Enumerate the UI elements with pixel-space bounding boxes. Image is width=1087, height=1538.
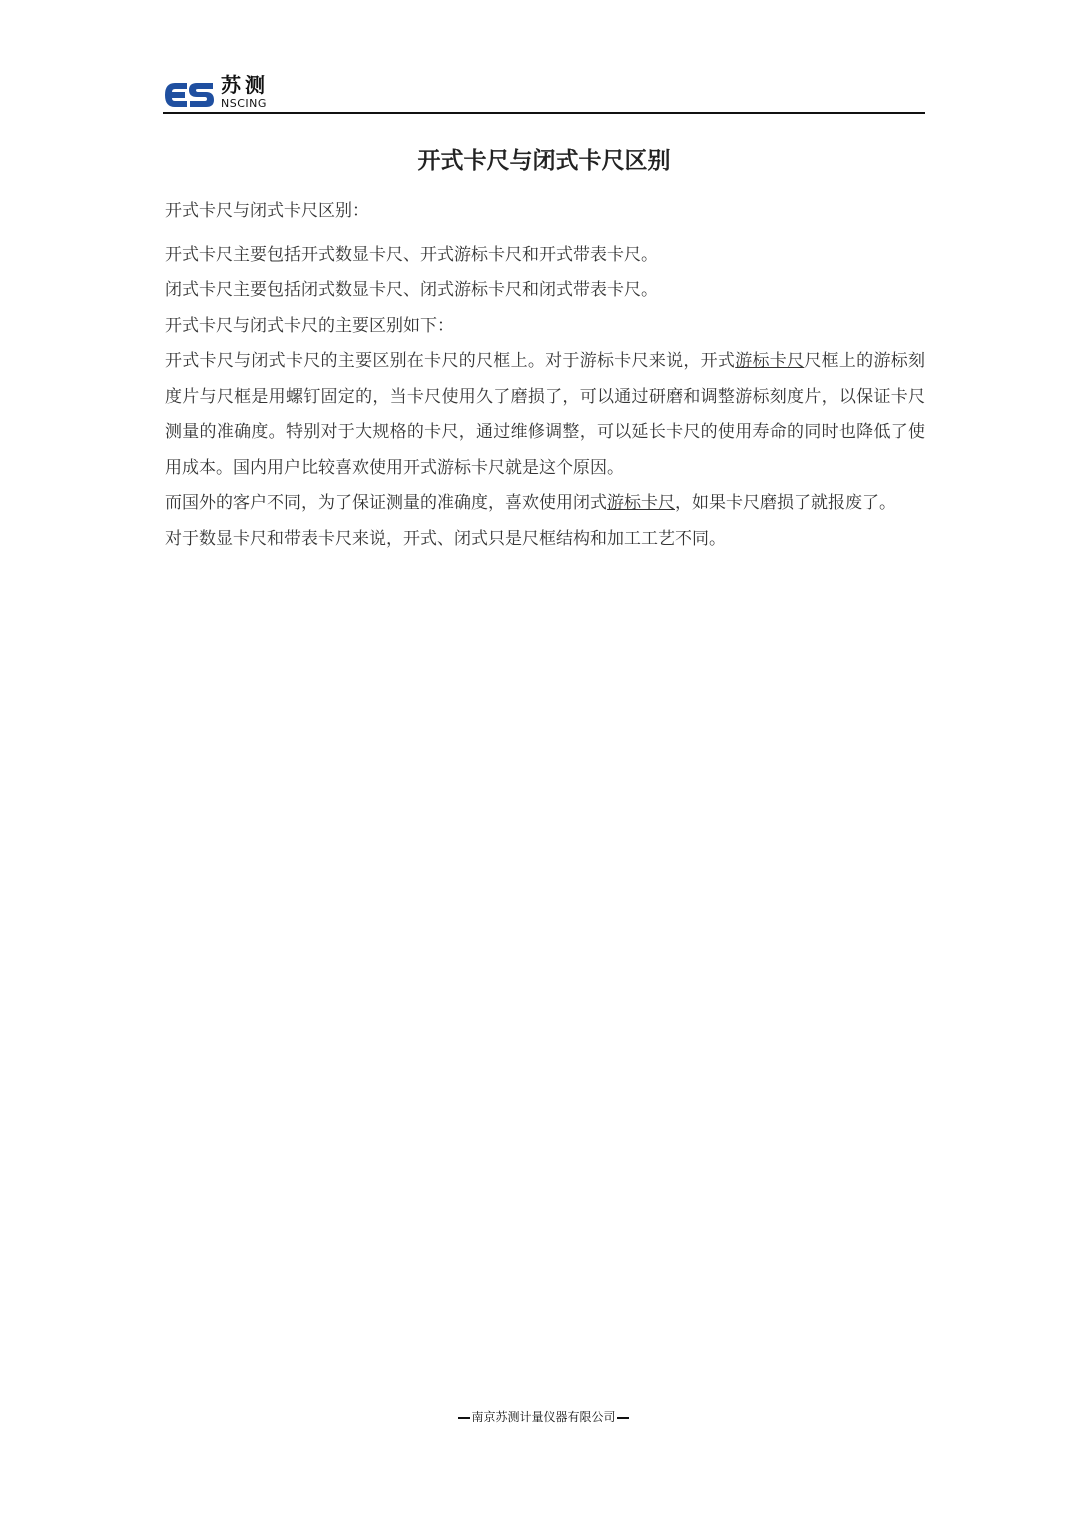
paragraph-closed-types: 闭式卡尺主要包括闭式数显卡尺、闭式游标卡尺和闭式带表卡尺。 <box>165 280 658 300</box>
footer-dash <box>458 1417 470 1419</box>
paragraph-digital-dial: 对于数显卡尺和带表卡尺来说，开式、闭式只是尺框结构和加工工艺不同。 <box>165 528 726 549</box>
document-body <box>165 194 925 557</box>
company-logo <box>163 73 283 112</box>
page-footer <box>0 1406 1087 1428</box>
es-logo-icon <box>163 80 215 110</box>
text-segment: 尺框上的游标刻度片与尺框是用螺钉固定的，当卡尺使用久了磨损了，可以通过研磨和调整游标刻度片，以保证卡尺测量的准确度。特别对于大规格的卡尺，通过维修调整，可以延长卡尺的使用寿命的同时也降低了使用成本。国内用户比较喜欢使用开式游标卡尺就是这个原因。 <box>165 351 926 478</box>
paragraph-differences-heading: 开式卡尺与闭式卡尺的主要区别如下： <box>165 315 454 336</box>
header-divider <box>163 112 925 114</box>
footer-company-name: 南京苏测计量仪器有限公司 <box>471 1410 616 1424</box>
paragraph-difference-detail <box>165 344 925 486</box>
logo-chinese-text: 苏测 <box>221 73 269 97</box>
vernier-caliper-link[interactable]: 游标卡尺 <box>735 351 805 371</box>
logo-english-text: NSCING <box>221 97 267 110</box>
paragraph-foreign-customers <box>165 486 925 522</box>
vernier-caliper-link[interactable]: 游标卡尺 <box>607 493 675 513</box>
text-segment: ，如果卡尺磨损了就报废了。 <box>675 493 896 513</box>
page-header <box>163 72 925 114</box>
footer-dash <box>617 1417 629 1419</box>
paragraph-open-types: 开式卡尺主要包括开式数显卡尺、开式游标卡尺和开式带表卡尺。 <box>165 244 658 265</box>
text-segment: 而国外的客户不同，为了保证测量的准确度，喜欢使用闭式 <box>165 493 607 513</box>
document-title: 开式卡尺与闭式卡尺区别 <box>417 148 671 174</box>
paragraph-intro: 开式卡尺与闭式卡尺区别： <box>165 201 369 221</box>
text-segment: 开式卡尺与闭式卡尺的主要区别在卡尺的尺框上。对于游标卡尺来说，开式 <box>165 351 736 371</box>
